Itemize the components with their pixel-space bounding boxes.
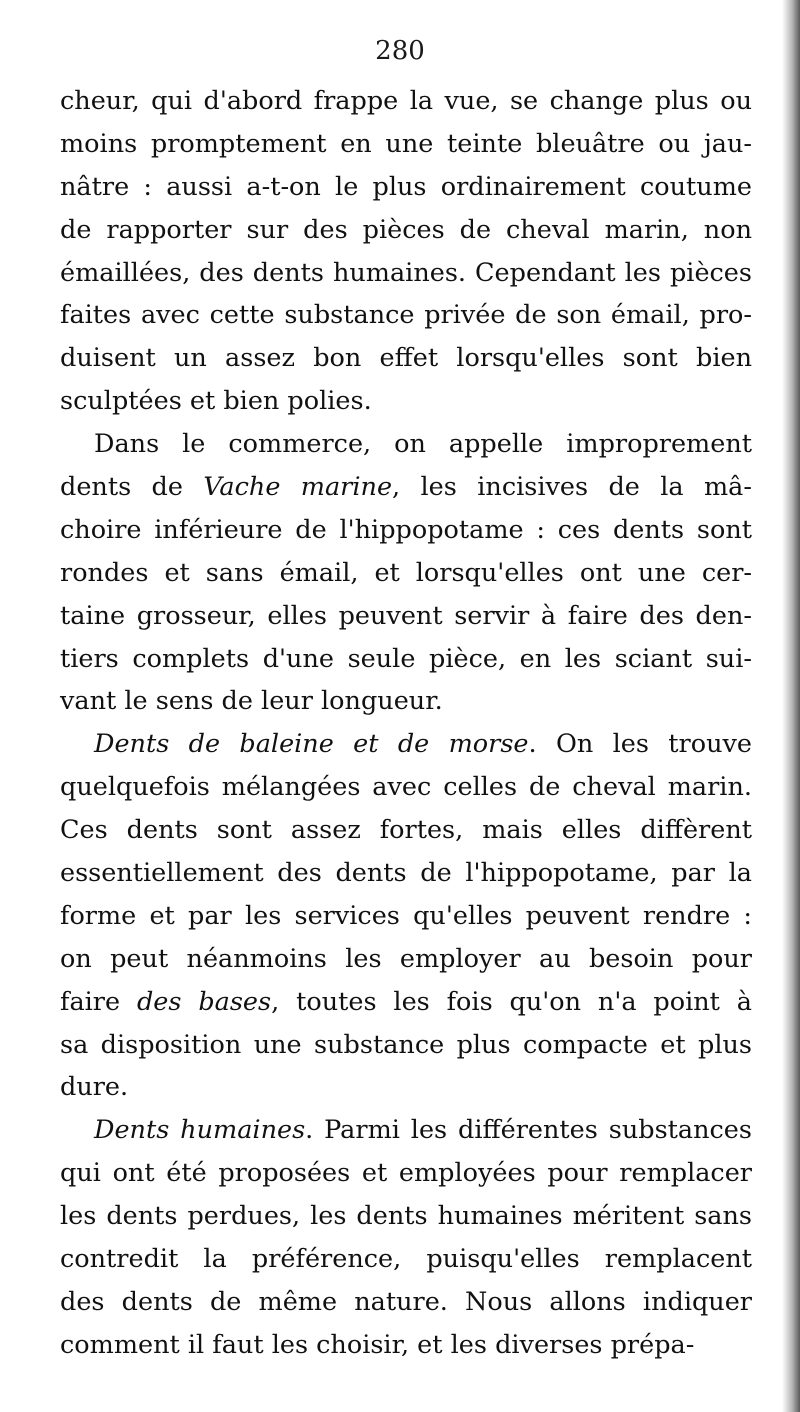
- text-run: moins promptement en une teinte bleuâtre ou jau-: [60, 128, 752, 159]
- text-line: [60, 1152, 752, 1195]
- text-line: [60, 337, 752, 380]
- text-run: rondes et sans émail, et lorsqu'elles ont une cer-: [60, 557, 752, 588]
- text-run: , toutes les fois qu'on n'a point à: [271, 986, 753, 1017]
- text-line: [60, 595, 752, 638]
- text-run: quelquefois mélangées avec celles de cheval marin.: [60, 772, 752, 803]
- body-text: [60, 80, 752, 1367]
- text-line: [60, 423, 752, 466]
- page-number: 280: [375, 36, 425, 66]
- text-run: on peut néanmoins les employer au besoin pour: [60, 943, 752, 974]
- text-run: qui ont été proposées et employées pour remplacer: [60, 1158, 752, 1189]
- text-run: nâtre : aussi a-t-on le plus ordinairement coutume: [60, 171, 752, 202]
- text-line: [60, 552, 752, 595]
- text-run: de rapporter sur des pièces de cheval marin, non: [60, 214, 752, 245]
- text-line: [60, 509, 752, 552]
- paragraph: [60, 423, 752, 723]
- text-line: [60, 766, 752, 809]
- paragraph: [60, 80, 752, 423]
- text-run: les dents perdues, les dents humaines méritent sans: [60, 1201, 752, 1232]
- paragraph: [60, 1109, 752, 1366]
- text-run: essentiellement des dents de l'hippopotame, par la: [60, 858, 752, 889]
- text-run: sculptées et bien polies.: [60, 386, 372, 417]
- italic-text: Vache marine: [203, 472, 393, 503]
- text-line: [60, 981, 752, 1024]
- text-run: tiers complets d'une seule pièce, en les sciant sui-: [60, 643, 752, 674]
- text-line: [60, 1195, 752, 1238]
- text-line: [60, 80, 752, 123]
- italic-text: des bases: [136, 986, 272, 1017]
- text-run: contredit la préférence, puisqu'elles remplacent: [60, 1244, 752, 1275]
- text-line: [60, 852, 752, 895]
- text-line: [60, 123, 752, 166]
- text-line: [60, 380, 752, 423]
- text-run: . Parmi les différentes substances: [305, 1115, 752, 1146]
- text-run: dents de: [60, 472, 204, 503]
- text-run: faire: [60, 986, 137, 1017]
- paragraph: [60, 723, 752, 1109]
- text-run: choire inférieure de l'hippopotame : ces dents sont: [60, 514, 752, 545]
- text-line: [60, 638, 752, 681]
- text-run: , les incisives de la mâ-: [392, 472, 752, 503]
- text-line: [60, 294, 752, 337]
- text-line: [60, 466, 752, 509]
- text-run: vant le sens de leur longueur.: [60, 686, 443, 717]
- text-line: [60, 1324, 752, 1367]
- text-run: cheur, qui d'abord frappe la vue, se change plus ou: [60, 86, 752, 116]
- text-line: [60, 723, 752, 766]
- text-run: comment il faut les choisir, et les diverses prépa-: [60, 1329, 695, 1360]
- text-line: [60, 938, 752, 981]
- text-line: [60, 1281, 752, 1324]
- italic-text: Dents de baleine et de morse: [94, 729, 529, 760]
- text-run: sa disposition une substance plus compacte et plus: [60, 1029, 752, 1060]
- text-line: [60, 680, 752, 723]
- text-run: dure.: [60, 1072, 129, 1103]
- text-run: Dans le commerce, on appelle improprement: [94, 429, 752, 460]
- text-run: émaillées, des dents humaines. Cependant les pièces: [60, 257, 752, 288]
- text-line: [60, 1109, 752, 1152]
- text-line: [60, 895, 752, 938]
- text-line: [60, 252, 752, 295]
- text-run: duisent un assez bon effet lorsqu'elles sont bien: [60, 343, 752, 374]
- text-run: des dents de même nature. Nous allons indiquer: [60, 1286, 752, 1317]
- text-line: [60, 1238, 752, 1281]
- text-line: [60, 166, 752, 209]
- text-run: faites avec cette substance privée de son émail, pro-: [60, 300, 752, 331]
- text-run: forme et par les services qu'elles peuvent rendre :: [60, 900, 752, 931]
- italic-text: Dents humaines: [94, 1115, 306, 1146]
- text-run: Ces dents sont assez fortes, mais elles diffèrent: [60, 815, 752, 846]
- page-edge-shadow: [782, 0, 800, 1412]
- text-line: [60, 809, 752, 852]
- text-line: [60, 209, 752, 252]
- text-run: . On les trouve: [528, 729, 752, 760]
- text-line: [60, 1066, 752, 1109]
- text-line: [60, 1024, 752, 1067]
- text-run: taine grosseur, elles peuvent servir à faire des den-: [60, 600, 752, 631]
